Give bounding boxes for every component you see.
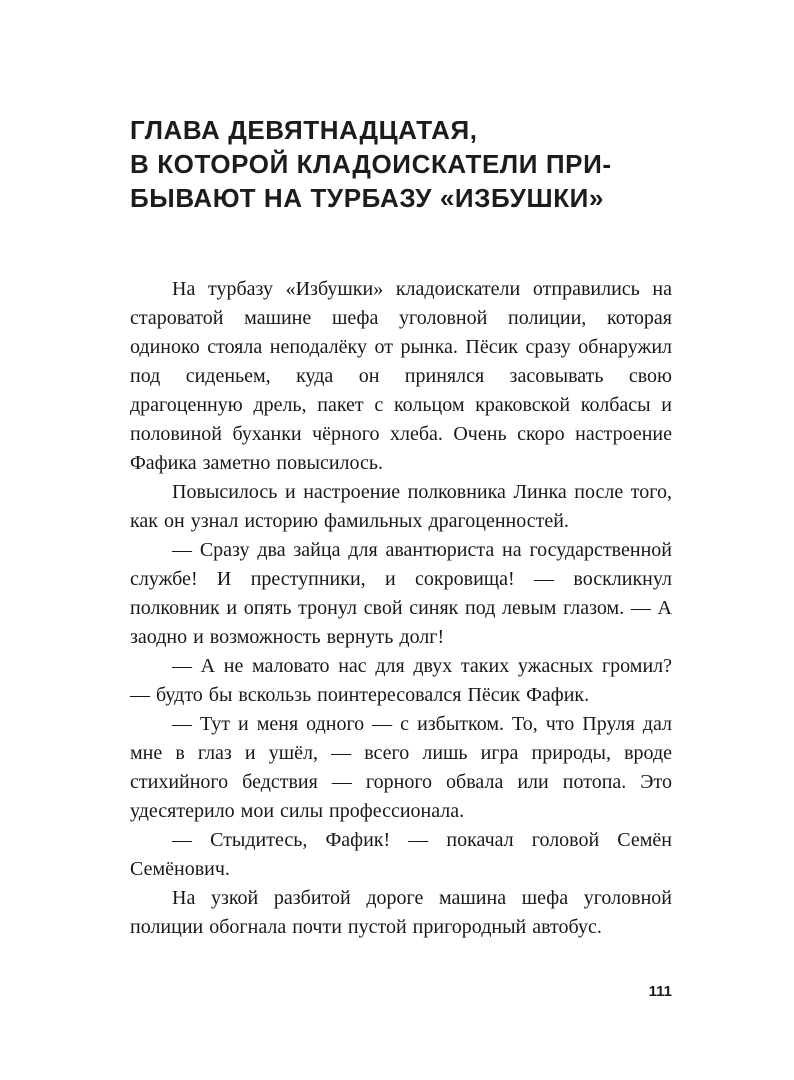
- page-number: 111: [648, 983, 672, 1000]
- body-paragraph: — Тут и меня одного — с избытком. То, что Пруля дал мне в глаз и ушёл, — всего лишь игра природы, вроде стихийного бедствия — горного обвала или потопа. Это удесятерило мои силы профессионала.: [130, 713, 672, 822]
- body-paragraph: Повысилось и настроение полковника Линка после того, как он узнал историю фамильных драгоценностей.: [130, 481, 672, 532]
- body-paragraph: — Стыдитесь, Фафик! — покачал головой Семён Семёнович.: [130, 829, 672, 880]
- chapter-heading: [130, 113, 672, 215]
- body-text: [130, 275, 672, 942]
- body-paragraph: — Сразу два зайца для авантюриста на государственной службе! И преступники, и сокровища! — воскликнул полковник и опять тронул свой синяк под левым глазом. — А заодно и возможность вернуть долг!: [130, 539, 672, 648]
- body-paragraph: На узкой разбитой дороге машина шефа уголовной полиции обогнала почти пустой пригородный автобус.: [130, 887, 672, 938]
- body-paragraph: На турбазу «Избушки» кладоискатели отправились на староватой машине шефа уголовной полиции, которая одиноко стояла неподалёку от рынка. Пёсик сразу обнаружил под сиденьем, куда он принялся засовывать свою драгоценную дрель, пакет с кольцом краковской колбасы и половиной буханки чёрного хлеба. Очень скоро настроение Фафика заметно повысилось.: [130, 278, 672, 474]
- chapter-heading-line: БЫВАЮТ НА ТУРБАЗУ «ИЗБУШКИ»: [130, 183, 605, 213]
- chapter-heading-line: ГЛАВА ДЕВЯТНАДЦАТАЯ,: [130, 115, 478, 145]
- body-paragraph: — А не маловато нас для двух таких ужасных громил? — будто бы вскользь поинтересовался Пёсик Фафик.: [130, 655, 672, 706]
- chapter-heading-line: В КОТОРОЙ КЛАДОИСКАТЕЛИ ПРИ-: [130, 149, 612, 179]
